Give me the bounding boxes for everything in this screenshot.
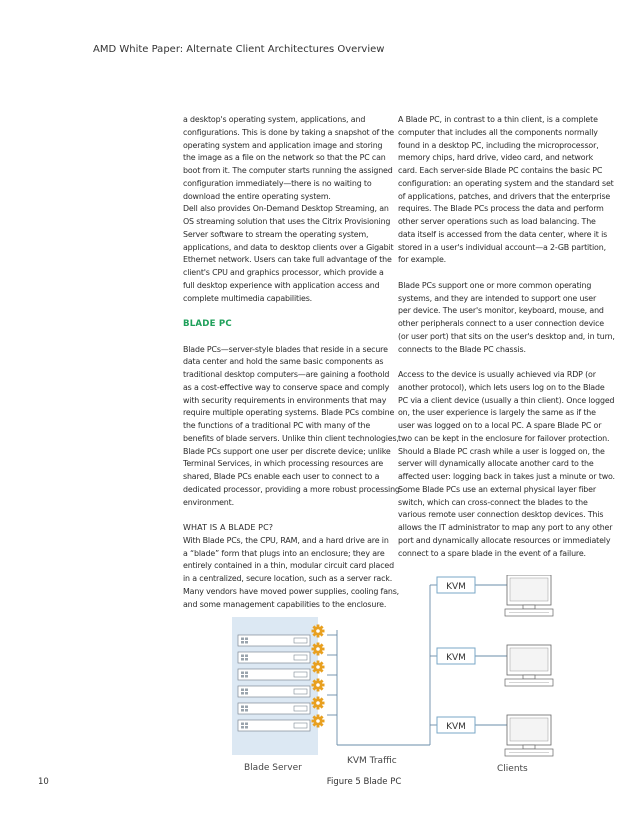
text-line: benefits of blade servers. Unlike thin client technologies, [183, 433, 399, 443]
text-line: require multiple operating systems. Blade PCs combine [183, 408, 395, 418]
blade-unit [238, 669, 310, 680]
text-line: requires. The Blade PCs process the data and perform [398, 204, 604, 214]
kvm-box-3 [437, 717, 475, 733]
text-line: configuration: an operating system and the standard set [398, 178, 614, 188]
text-line: server will dynamically allocate another card to the [398, 459, 594, 469]
text-line: Should a Blade PC crash while a user is logged on, the [398, 446, 605, 456]
text-line: memory chips, hard drive, video card, and network [398, 153, 594, 163]
text-line: affected user: logging back in takes just a minute or two. [398, 472, 615, 481]
kvm-traffic-label: KVM Traffic [347, 756, 397, 766]
text-line: operating system and application image and storing [183, 140, 383, 150]
text-line: found in a desktop PC, including the microprocessor, [398, 140, 599, 150]
text-line: OS streaming solution that uses the Citrix Provisioning [183, 217, 391, 226]
text-line: (or user port) that sits on the user's desktop and, in turn, [398, 331, 615, 341]
gear-icon [312, 661, 325, 674]
gear-icon [312, 625, 325, 638]
kvm-traffic-lines [327, 585, 507, 745]
gear-icon [312, 679, 325, 692]
text-line: the image as a file on the network so that the PC can [183, 153, 386, 163]
gear-icon [312, 643, 325, 656]
blade-server-label: Blade Server [244, 763, 302, 773]
right-paragraph-1 [398, 114, 614, 267]
client-computer [505, 575, 553, 616]
text-line: full desktop experience with application access and [183, 280, 380, 290]
text-line: another protocol), which lets users log on to the Blade [398, 382, 605, 392]
text-line: complete multimedia capabilities. [183, 293, 313, 303]
text-line: Blade PCs support one user per discrete device; unlike [183, 446, 391, 456]
figure-caption: Figure 5 Blade PC [326, 777, 402, 787]
text-line: for example. [398, 255, 447, 265]
gear-icon [312, 697, 325, 710]
text-line: switch, which can cross-connect the blades to the [398, 497, 588, 507]
page-number: 10 [38, 777, 49, 787]
text-line: other server operations such as load balancing. The [398, 217, 596, 226]
text-line: Blade PCs—server-style blades that reside in a secure [183, 344, 388, 354]
text-line: in a centralized, secure location, such as a server rack. [183, 574, 393, 583]
text-line: user was logged on to a local PC. A spare Blade PC or [398, 421, 602, 430]
text-line: connect to a spare blade in the event of a failure. [398, 548, 586, 558]
client-computers [505, 575, 553, 756]
text-line: traditional desktop computers—are gaining a foothold [183, 370, 390, 379]
text-line: various remote user connection desktop devices. This [398, 510, 604, 520]
text-line: systems, and they are intended to support one user [398, 293, 597, 303]
client-computer [505, 715, 553, 756]
text-line: download the entire operating system. [183, 191, 331, 201]
text-line: Blade PCs support one or more common operating [398, 280, 592, 290]
text-line: Many vendors have moved power supplies, cooling fans, [183, 586, 400, 596]
text-line: dedicated processor, providing a more robust processing [183, 484, 400, 494]
text-line: data itself is accessed from the data center, where it is [398, 229, 608, 239]
text-line: as a cost-effective way to conserve space and comply [183, 382, 390, 392]
text-line: A Blade PC, in contrast to a thin client, is a complete [398, 115, 598, 124]
blade-pc-paragraph [183, 344, 400, 510]
text-line: client's CPU and graphics processor, which provide a [183, 268, 384, 277]
text-line: connects to the Blade PC chassis. [398, 344, 526, 354]
text-line: with security requirements in environments that may [183, 395, 387, 405]
left-column [183, 114, 400, 611]
text-line: port and dynamically allocate resources or immediately [398, 535, 611, 545]
text-line: boot from it. The computer starts running the assigned [183, 166, 393, 175]
text-line: Access to the device is usually achieved via RDP (or [398, 370, 596, 379]
page-header: AMD White Paper: Alternate Client Architectures Overview [93, 44, 385, 55]
text-line: and some management capabilities to the enclosure. [183, 599, 387, 609]
text-line: per device. The user's monitor, keyboard, mouse, and [398, 306, 604, 316]
text-line: card. Each server-side Blade PC contains the basic PC [398, 166, 603, 175]
text-line: Ethernet network. Users can take full advantage of the [183, 255, 392, 265]
client-computer [505, 645, 553, 686]
left-intro-paragraph [183, 114, 395, 305]
text-line: computer that includes all the components normally [398, 127, 598, 137]
blade-pc-figure [232, 575, 562, 775]
text-line: allows the IT administrator to map any port to any other [398, 523, 613, 532]
blade-unit [238, 703, 310, 714]
blade-unit [238, 720, 310, 731]
text-line: a desktop's operating system, applications, and [183, 115, 366, 124]
text-line: Some Blade PCs use an external physical layer fiber [398, 484, 596, 494]
blade-pc-heading: BLADE PC [183, 319, 232, 329]
text-line: stored in a user's individual account—a 2-GB partition, [398, 242, 606, 252]
text-line: Server software to stream the operating system, [183, 229, 369, 239]
what-is-blade-heading: WHAT IS A BLADE PC? [183, 523, 274, 532]
text-line: applications, and data to desktop clients over a Gigabit [183, 242, 394, 252]
blade-unit [238, 686, 310, 697]
kvm-box-1 [437, 577, 475, 593]
text-line: of applications, patches, and drivers that the enterprise [398, 191, 611, 201]
kvm-label-3: KVM [446, 722, 466, 732]
text-line: Dell also provides On-Demand Desktop Streaming, an [183, 204, 389, 214]
gear-icon [312, 715, 325, 728]
clients-label: Clients [497, 764, 528, 774]
kvm-box-2 [437, 648, 475, 664]
blade-unit [238, 635, 310, 646]
text-line: configuration immediately—there is no waiting to [183, 178, 372, 188]
kvm-label-1: KVM [446, 582, 466, 592]
right-column [398, 114, 615, 560]
text-line: entirely contained in a thin, modular circuit card placed [183, 561, 394, 571]
text-line: a “blade” form that plugs into an enclosure; they are [183, 548, 385, 558]
text-line: environment. [183, 497, 234, 507]
text-line: on, the user experience is largely the same as if the [398, 408, 596, 418]
text-line: data center and hold the same basic components as [183, 357, 384, 367]
right-paragraph-2 [398, 280, 615, 357]
figure-caption-wrap [0, 777, 638, 787]
text-line: other peripherals connect to a user connection device [398, 319, 604, 328]
blade-unit [238, 652, 310, 663]
text-line: With Blade PCs, the CPU, RAM, and a hard drive are in [183, 535, 389, 545]
text-line: shared, Blade PCs enable each user to connect to a [183, 472, 380, 481]
text-line: configurations. This is done by taking a snapshot of the [183, 127, 395, 137]
text-line: the functions of a traditional PC with many of the [183, 421, 371, 430]
kvm-label-2: KVM [446, 653, 466, 663]
text-line: PC via a client device (usually a thin client). Once logged [398, 395, 615, 405]
text-line: two can be kept in the enclosure for failover protection. [398, 433, 610, 443]
right-paragraph-3 [398, 369, 615, 560]
text-line: Terminal Services, in which processing resources are [183, 459, 384, 469]
